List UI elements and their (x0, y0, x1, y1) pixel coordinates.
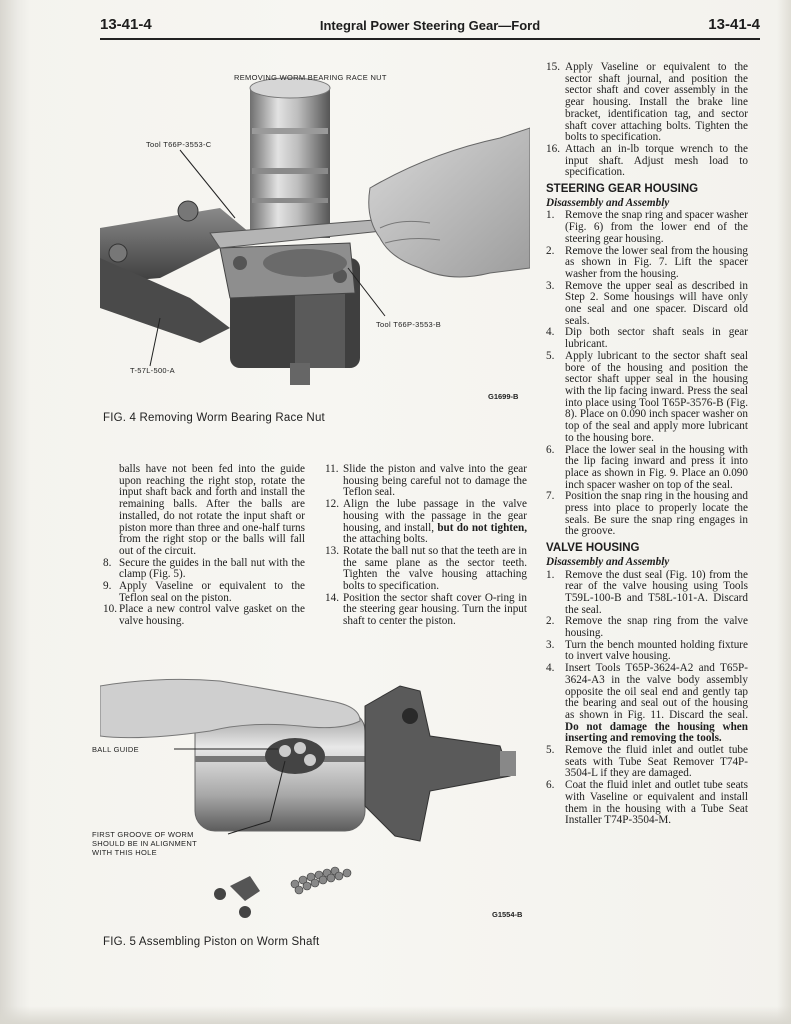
list-item (546, 640, 748, 663)
fig4-caption: FIG. 4 Removing Worm Bearing Race Nut (103, 412, 325, 424)
figure-5-illustration (100, 676, 530, 928)
fig4-top-label: REMOVING WORM BEARING RACE NUT (234, 73, 387, 82)
item12-text-a: Align the lube passage in the valve housing with the passage in the gear housing, and install, (343, 498, 527, 534)
col-a-intro: balls have not been fed into the guide upon reaching the right stop, rotate the input shaft back and forth and install the remaining balls. After the balls are installed, do not rotate the input shaft or piston more than three and one-half turns from the right stop or the balls will fall out of the circuit. (119, 463, 305, 557)
fig5-groove-label-1: FIRST GROOVE OF WORM (92, 830, 194, 839)
fig4-tool-c-label: Tool T66P-3553-C (146, 140, 212, 149)
list-item (546, 616, 748, 639)
list-item-text: Apply lubricant to the sector shaft seal bore of the housing and position the sector shaft upper seal in the housing with the lip facing inward. Press the seal into place using Tool T65P-3576-B (Fig. 8). Place on 0.090 inch spacer washer on top of the seal and apply more lubricant to the housing bore. (565, 349, 748, 444)
list-item-number: 2. (546, 244, 555, 257)
list-item (546, 745, 748, 780)
list-item-number: 13. (325, 544, 339, 557)
list-item (546, 445, 748, 492)
list-item-text: Remove the dust seal (Fig. 10) from the rear of the valve housing using Tools T59L-100-B and T58L-101-A. Discard the seal. (565, 568, 748, 616)
list-item-text: Position the snap ring in the housing and press into place to properly locate the seals. Be sure the snap ring engages in the groove. (565, 490, 748, 538)
list-item-text: Apply Vaseline or equivalent to the sector shaft journal, and position the sector shaft and cover assembly in the gear housing. Install the brake line bracket, identification tag, and sector shaft cover attaching bolts. Tighten the bolts to specification. (565, 61, 748, 144)
list-item-text: Rotate the ball nut so that the teeth are in the same plane as the sector teeth. Tighten the valve housing attaching bolts to specification. (343, 544, 527, 593)
item4-bold-warning: Do not damage the housing when inserting and removing the tools. (565, 720, 748, 745)
list-item (546, 570, 748, 617)
list-item (546, 491, 748, 538)
list-item (103, 581, 305, 604)
list-item-number: 15. (546, 61, 560, 73)
list-item-text: Turn the bench mounted holding fixture to invert valve housing. (565, 638, 748, 663)
list-item (325, 464, 527, 499)
list-item (325, 546, 527, 593)
list-item-number: 1. (546, 209, 555, 222)
list-item-number: 6. (546, 443, 555, 456)
list-item-text: Place the lower seal in the housing with the lip facing inward and press it into place as shown in Fig. 9. Place an 0.090 inch spacer washer on top of the seal. (565, 443, 748, 491)
list-item-text: Remove the snap ring from the valve housing. (565, 615, 748, 640)
list-item (546, 663, 748, 745)
list-item-text: Remove the upper seal as described in Step 2. Some housings will have only one seal and one spacer. Discard old seals. (565, 279, 748, 327)
page-number-right: 13-41-4 (708, 16, 760, 33)
page-binding-shadow (0, 0, 30, 1024)
list-item (546, 210, 748, 245)
fig4-tool-a-label: T-57L-500-A (130, 366, 175, 375)
list-item-text: Slide the piston and valve into the gear housing being careful not to damage the Teflon seal. (343, 463, 527, 499)
list-item (546, 327, 748, 350)
list-item-number: 6. (546, 779, 555, 792)
list-item-text: Apply Vaseline or equivalent to the Teflon seal on the piston. (119, 580, 305, 604)
list-item-number: 14. (325, 591, 339, 604)
page-header (100, 12, 760, 38)
fig4-tool-b-label: Tool T66P-3553-B (376, 320, 442, 329)
page-title: Integral Power Steering Gear—Ford (319, 18, 541, 33)
list-item-number: 7. (546, 490, 555, 503)
list-item (325, 499, 527, 546)
list-item-number: 8. (103, 556, 112, 569)
list-item-text (565, 663, 748, 745)
section-heading-valve-housing: VALVE HOUSING (546, 542, 640, 555)
list-item-text: Remove the lower seal from the housing as shown in Fig. 7. Lift the spacer washer from the housing. (565, 244, 748, 280)
section-heading-steering-gear-housing: STEERING GEAR HOUSING (546, 183, 699, 196)
list-item-number: 2. (546, 615, 555, 628)
list-item (546, 62, 748, 144)
list-item-text: Remove the fluid inlet and outlet tube seats with Tube Seat Remover T74P-3504-L if they are damaged. (565, 744, 748, 780)
column-left-text (103, 464, 305, 628)
list-item-number: 4. (546, 326, 555, 339)
list-item-number: 3. (546, 638, 555, 651)
fig4-code: G1699-B (488, 392, 519, 401)
list-item-number: 12. (325, 498, 339, 511)
list-item-text: Attach an in-lb torque wrench to the input shaft. Adjust mesh load to specification. (565, 142, 748, 179)
column-right-text (546, 62, 748, 827)
fig5-ball-guide-label: BALL GUIDE (92, 745, 139, 754)
page-bottom-edge (0, 1006, 791, 1024)
list-item (546, 246, 748, 281)
list-item-number: 5. (546, 349, 555, 362)
list-item-text: Place a new control valve gasket on the valve housing. (119, 603, 305, 628)
item12-bold-warning: but do not tighten, (437, 521, 528, 534)
subheading-disassembly-assembly: Disassembly and Assembly (546, 196, 670, 209)
list-item-text: Remove the snap ring and spacer washer (Fig. 6) from the lower end of the steering gear housing. (565, 209, 748, 245)
column-middle-text (325, 464, 527, 628)
list-item-number: 10. (103, 603, 117, 616)
fig5-groove-label-2: SHOULD BE IN ALIGNMENT (92, 839, 197, 848)
page-right-edge (777, 0, 791, 1024)
fig5-caption: FIG. 5 Assembling Piston on Worm Shaft (103, 936, 320, 948)
figure-5-photo (92, 676, 530, 928)
list-item-number: 11. (325, 463, 339, 475)
list-item (546, 144, 748, 179)
list-item-number: 16. (546, 142, 560, 155)
figure-4-illustration (100, 68, 530, 400)
item4-text: Insert Tools T65P-3624-A2 and T65P-3624-A3 in the valve body assembly opposite the oil seal end and gently tap the bearing and seal out of the housing as shown in Fig. 11. Discard the seal. (565, 662, 748, 721)
list-item-number: 4. (546, 662, 555, 675)
list-item-text: Position the sector shaft cover O-ring in the steering gear housing. Turn the input shaft to center the piston. (343, 591, 527, 628)
list-item (546, 780, 748, 827)
list-item-number: 1. (546, 568, 555, 581)
list-item (546, 351, 748, 445)
list-item (546, 281, 748, 328)
list-item-number: 5. (546, 744, 555, 757)
figure-4-photo (100, 68, 530, 400)
list-item-text: Dip both sector shaft seals in gear lubricant. (565, 326, 748, 351)
page-number-left: 13-41-4 (100, 16, 152, 33)
fig5-groove-label-3: WITH THIS HOLE (92, 848, 157, 857)
list-item (325, 593, 527, 628)
list-item-number: 3. (546, 279, 555, 292)
list-item (103, 604, 305, 627)
header-rule (100, 38, 760, 40)
list-item-number: 9. (103, 580, 112, 593)
list-item-text (343, 499, 527, 546)
subheading-disassembly-assembly-2: Disassembly and Assembly (546, 555, 670, 568)
list-item-text: Secure the guides in the ball nut with the clamp (Fig. 5). (119, 556, 305, 581)
item12-text-b: the attaching bolts. (343, 533, 428, 546)
fig5-code: G1554-B (492, 910, 523, 919)
list-item-text: Coat the fluid inlet and outlet tube seats with Vaseline or equivalent and install them in the housing with a Tube Seat Installer T74P-3504-M. (565, 779, 748, 827)
list-item (103, 558, 305, 581)
